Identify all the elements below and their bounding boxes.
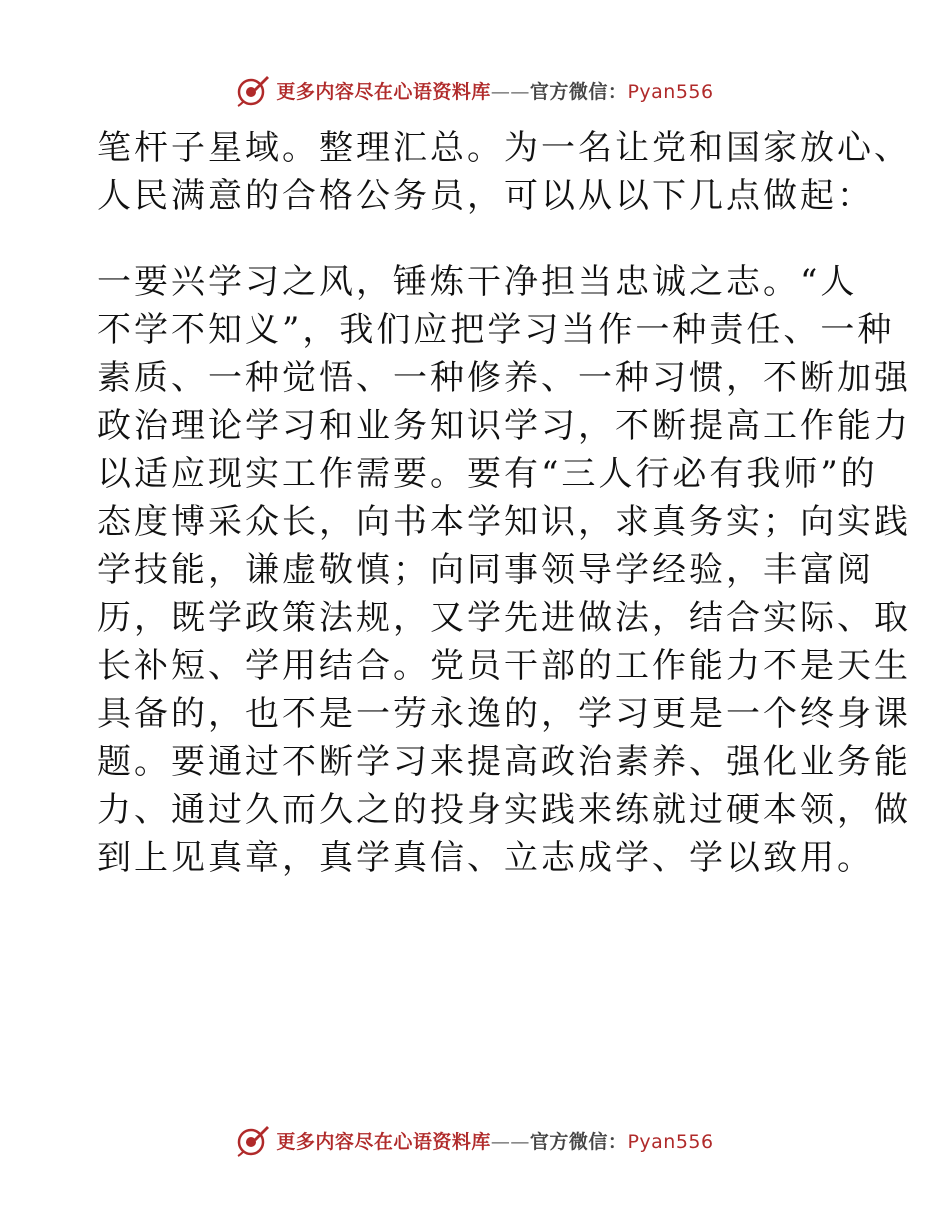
brush-logo-icon xyxy=(236,73,270,107)
text-line: 人民满意的合格公务员，可以从以下几点做起： xyxy=(97,176,874,216)
text-line: 长补短、学用结合。党员干部的工作能力不是天生 xyxy=(97,646,911,686)
body-paragraph xyxy=(97,258,911,882)
watermark-wechat-id: Pyan556 xyxy=(627,1130,714,1153)
watermark-main-text: 更多内容尽在心语资料库 xyxy=(276,1130,491,1153)
watermark-dash: —— xyxy=(490,80,530,103)
brush-logo-icon xyxy=(236,1123,270,1157)
text-line: 历，既学政策法规，又学先进做法，结合实际、取 xyxy=(97,598,911,638)
watermark-official-label: 官方微信： xyxy=(529,1130,628,1153)
text-line: 政治理论学习和业务知识学习，不断提高工作能力 xyxy=(97,406,911,446)
text-line: 具备的，也不是一劳永逸的，学习更是一个终身课 xyxy=(97,694,911,734)
text-line: 力、通过久而久之的投身实践来练就过硬本领，做 xyxy=(97,790,911,830)
text-line: 态度博采众长，向书本学知识，求真务实；向实践 xyxy=(97,502,911,542)
text-line: 不学不知义”，我们应把学习当作一种责任、一种 xyxy=(97,310,895,350)
text-line: 学技能，谦虚敬慎；向同事领导学经验，丰富阅 xyxy=(97,550,874,590)
text-line: 以适应现实工作需要。要有“三人行必有我师”的 xyxy=(97,454,878,494)
footer-watermark-banner xyxy=(0,1120,950,1160)
header-watermark-banner xyxy=(0,70,950,110)
text-line: 到上见真章，真学真信、立志成学、学以致用。 xyxy=(97,838,874,878)
watermark-official-label: 官方微信： xyxy=(529,80,628,103)
text-line: 素质、一种觉悟、一种修养、一种习惯，不断加强 xyxy=(97,358,911,398)
watermark-text xyxy=(276,1127,713,1154)
watermark-dash: —— xyxy=(490,1130,530,1153)
text-line: 题。要通过不断学习来提高政治素养、强化业务能 xyxy=(97,742,911,782)
watermark-wechat-id: Pyan556 xyxy=(627,80,714,103)
watermark-text xyxy=(276,77,713,104)
watermark-main-text: 更多内容尽在心语资料库 xyxy=(276,80,491,103)
intro-text xyxy=(97,124,911,220)
text-line: 一要兴学习之风，锤炼干净担当忠诚之志。“人 xyxy=(97,262,858,302)
text-line: 笔杆子星域。整理汇总。为一名让党和国家放心、 xyxy=(97,128,911,168)
